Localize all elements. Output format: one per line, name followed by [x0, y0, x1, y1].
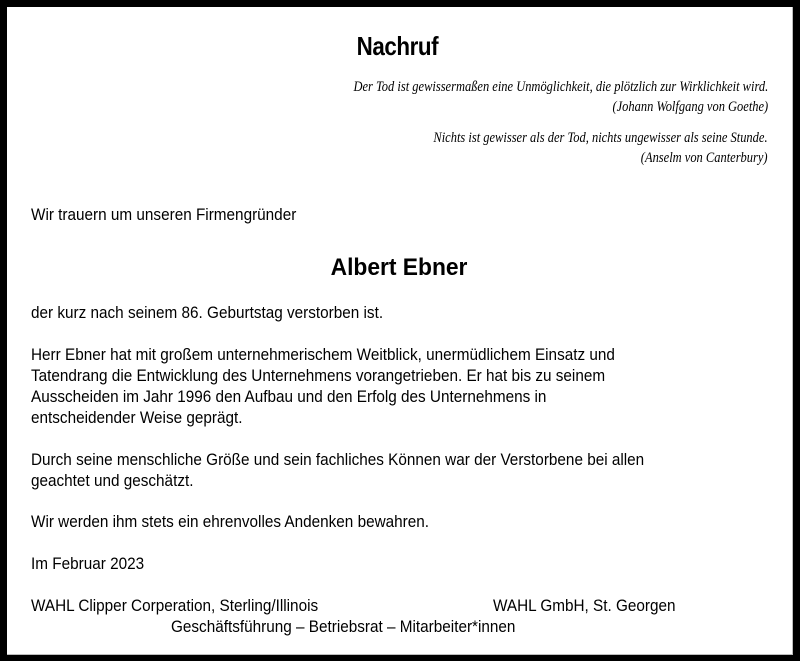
quote-anselm: [379, 128, 768, 168]
paragraph-line: Herr Ebner hat mit großem unternehmerischem Weitblick, unermüdlichem Einsatz und: [31, 345, 615, 364]
paragraph-line: Durch seine menschliche Größe und sein fachliches Können war der Verstorbene bei allen: [31, 450, 645, 469]
paragraph-2: [31, 449, 712, 491]
paragraph-line: Wir werden ihm stets ein ehrenvolles Andenken bewahren.: [31, 512, 430, 531]
title-text: Nachruf: [356, 31, 439, 61]
intro-text: [31, 204, 326, 225]
quote-text: Der Tod ist gewissermaßen eine Unmöglichkeit, die plötzlich zur Wirklichkeit wird.: [353, 79, 768, 95]
signatory-bottom: [171, 616, 554, 637]
quote-author: (Anselm von Canterbury): [641, 150, 768, 166]
paragraph-line: Tatendrang die Entwicklung des Unternehmens vorangetrieben. Er hat bis zu seinem: [31, 366, 606, 385]
signatory-left-text: WAHL Clipper Corperation, Sterling/Illinois: [31, 596, 319, 615]
signatory-right-text: WAHL GmbH, St. Georgen: [493, 596, 676, 615]
quote-text: Nichts ist gewisser als der Tod, nichts ungewisser als seine Stunde.: [433, 130, 768, 146]
signatory-right: [493, 595, 696, 616]
paragraph-3: [31, 511, 473, 532]
paragraph-line: entscheidender Weise geprägt.: [31, 408, 243, 427]
page-title: [7, 31, 792, 62]
after-name-line: der kurz nach seinem 86. Geburtstag verstorben ist.: [31, 303, 384, 322]
after-name-text: [31, 302, 422, 323]
signatory-left: [31, 595, 350, 616]
date-line: [31, 553, 157, 574]
deceased-name: [7, 254, 792, 282]
intro-line: Wir trauern um unseren Firmengründer: [31, 205, 297, 224]
paragraph-line: Ausscheiden im Jahr 1996 den Aufbau und den Erfolg des Unternehmens in: [31, 387, 547, 406]
quote-goethe: [286, 77, 768, 117]
obituary-page: [7, 7, 793, 655]
deceased-name-text: Albert Ebner: [331, 254, 468, 281]
paragraph-line: geachtet und geschätzt.: [31, 471, 194, 490]
date-text: Im Februar 2023: [31, 554, 145, 573]
signatory-bottom-text: Geschäftsführung – Betriebsrat – Mitarbeiter*innen: [171, 617, 516, 636]
quote-author: (Johann Wolfgang von Goethe): [612, 99, 768, 115]
paragraph-1: [31, 344, 680, 428]
